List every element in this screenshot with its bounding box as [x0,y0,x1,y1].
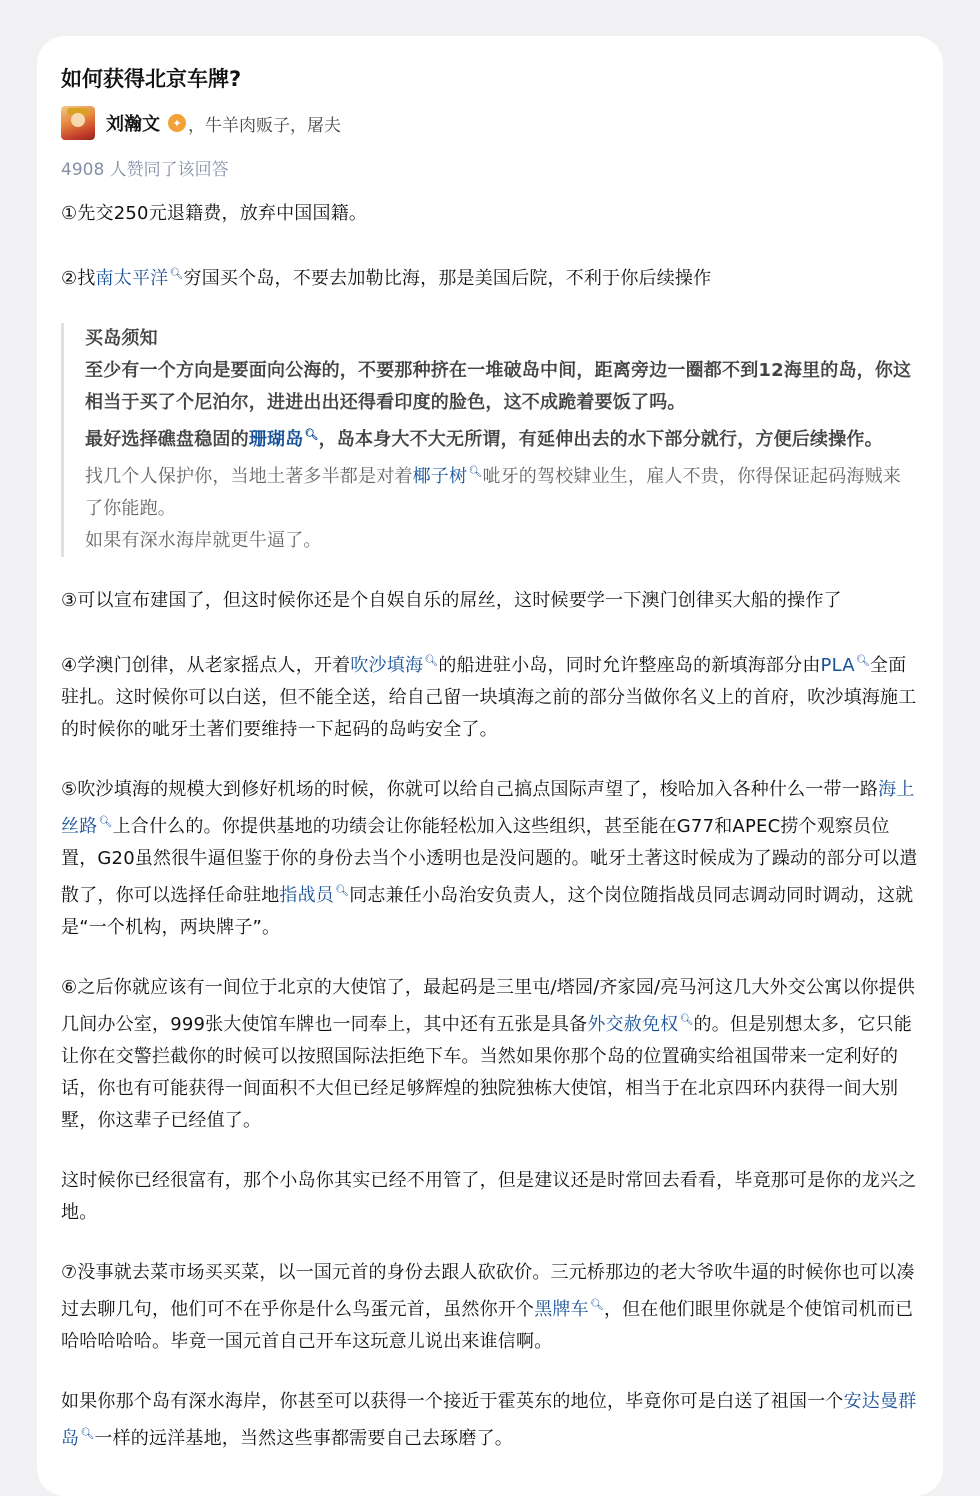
link-coconut-tree[interactable]: 椰子树 [412,466,468,487]
paragraph-1: ①先交250元退籍费，放弃中国国籍。 [61,203,368,224]
paragraph-9 [61,1386,919,1455]
quote-normal-1 [85,456,919,525]
answer-content [61,198,919,1455]
link-maritime-silk-road[interactable]: 海上丝路 [61,779,915,837]
link-land-reclamation[interactable]: 吹沙填海 [350,655,424,676]
link-andaman-islands[interactable]: 安达曼群岛 [61,1391,917,1449]
paragraph-3: ③可以宣布建国了，但这时候你还是个自娱自乐的屌丝，这时候要学一下澳门创律买大船的操作了 [61,590,842,611]
link-commander[interactable]: 指战员 [279,885,335,906]
text: 同志兼任小岛治安负责人，这个岗位随指战员同志调动同时调动，这就是“一个机构，两块牌子”。 [61,885,914,938]
blockquote [61,323,919,557]
text: 呲牙的驾校肄业生，雇人不贵，你得保证起码海贼来了你能跑。 [85,466,901,519]
text: ⑦没事就去菜市场买买菜，以一国元首的身份去跟人砍砍价。三元桥那边的老大爷吹牛逼的时候你也可以凑过去聊几句，他们可不在乎你是什么鸟蛋元首，虽然你开个 [61,1262,915,1320]
paragraph-4 [61,645,919,746]
paragraph-5 [61,774,919,944]
link-diplomatic-immunity[interactable]: 外交赦免权 [587,1014,679,1035]
search-icon[interactable]: 🔍︎ [468,465,483,478]
paragraph-7: 这时候你已经很富有，那个小岛你其实已经不用管了，但是建议还是时常回去看看，毕竟那可是你的龙兴之地。 [61,1170,917,1223]
link-coral-island[interactable]: 珊瑚岛 [248,429,304,450]
quote-heading: 买岛须知 [85,328,158,349]
search-icon[interactable]: 🔍︎ [169,267,184,280]
search-icon[interactable]: 🔍︎ [855,654,870,667]
quote-bold-1: 至少有一个方向是要面向公海的，不要那种挤在一堆破岛中间，距离旁边一圈都不到12海里的岛，你这相当于买了个尼泊尔，进进出出还得看印度的脸色，这不成跪着要饭了吗。 [85,360,912,413]
text: 最好选择礁盘稳固的 [85,429,249,450]
text: 全面驻扎。这时候你可以白送，但不能全送，给自己留一块填海之前的部分当做你名义上的首府，吹沙填海施工的时候你的呲牙土著们要维持一下起码的岛屿安全了。 [61,655,917,740]
text: 的。但是别想太多，它只能让你在交警拦截你的时候可以按照国际法拒绝下车。当然如果你那个岛的位置确实给祖国带来一定利好的话，你也有可能获得一间面积不大但已经足够辉煌的独院独栋大使馆，相当于在北京四环内获得一间大别墅，你这辈子已经值了。 [61,1014,912,1131]
paragraph-6 [61,972,919,1137]
avatar[interactable] [61,106,95,140]
text: ②找 [61,268,96,289]
question-title[interactable]: 如何获得北京车牌? [61,67,242,91]
text: ⑥之后你就应该有一间位于北京的大使馆了，最起码是三里屯/塔园/齐家园/亮马河这几大外交公寓以你提供几间办公室，999张大使馆车牌也一同奉上，其中还有五张是具备 [61,977,916,1035]
link-black-plate-car[interactable]: 黑牌车 [534,1299,589,1320]
text: ⑤吹沙填海的规模大到修好机场的时候，你就可以给自己搞点国际声望了，梭哈加入各种什么一带一路 [61,779,879,800]
paragraph-8 [61,1257,919,1358]
search-icon[interactable]: 🔍︎ [589,1298,604,1311]
link-south-pacific[interactable]: 南太平洋 [95,268,169,289]
text: ，但在他们眼里你就是个使馆司机而已哈哈哈哈哈。毕竟一国元首自己开车这玩意儿说出来谁信啊。 [61,1299,914,1352]
text: ，岛本身大不大无所谓，有延伸出去的水下部分就行，方便后续操作。 [318,429,883,450]
quote-normal-2: 如果有深水海岸就更牛逼了。 [85,530,322,551]
text: 一样的远洋基地，当然这些事都需要自己去琢磨了。 [94,1428,513,1449]
search-icon[interactable]: 🔍︎ [304,428,319,441]
text: 的船进驻小岛，同时允许整座岛的新填海部分由 [438,655,821,676]
text: 穷国买个岛，不要去加勒比海，那是美国后院，不利于你后续操作 [183,268,712,289]
author-info [61,106,919,140]
author-desc: ，牛羊肉贩子，屠夫 [188,115,341,136]
badge-icon: ✦ [168,114,186,132]
text: 上合什么的。你提供基地的功绩会让你能轻松加入这些组织，甚至能在G77和APEC捞个观察员位置，G20虽然很牛逼但鉴于你的身份去当个小透明也是没问题的。呲牙土著这时候成为了躁动的部分可以遣散了，你可以选择任命驻地 [61,816,918,906]
answer-card [37,36,943,1496]
quote-bold-2 [85,419,919,456]
text: 找几个人保护你，当地土著多半都是对着 [85,466,413,487]
search-icon[interactable]: 🔍︎ [98,815,113,828]
author-name[interactable]: 刘瀚文 [106,114,160,135]
search-icon[interactable]: 🔍︎ [80,1427,95,1440]
search-icon[interactable]: 🔍︎ [679,1013,694,1026]
link-pla[interactable]: PLA [820,655,855,676]
text: ④学澳门创律，从老家摇点人，开着 [61,655,351,676]
text: 如果你那个岛有深水海岸，你甚至可以获得一个接近于霍英东的地位，毕竟你可是白送了祖国一个 [61,1391,844,1412]
search-icon[interactable]: 🔍︎ [424,654,439,667]
vote-count: 4908 人赞同了该回答 [61,160,229,180]
paragraph-2 [61,258,919,295]
search-icon[interactable]: 🔍︎ [335,884,350,897]
